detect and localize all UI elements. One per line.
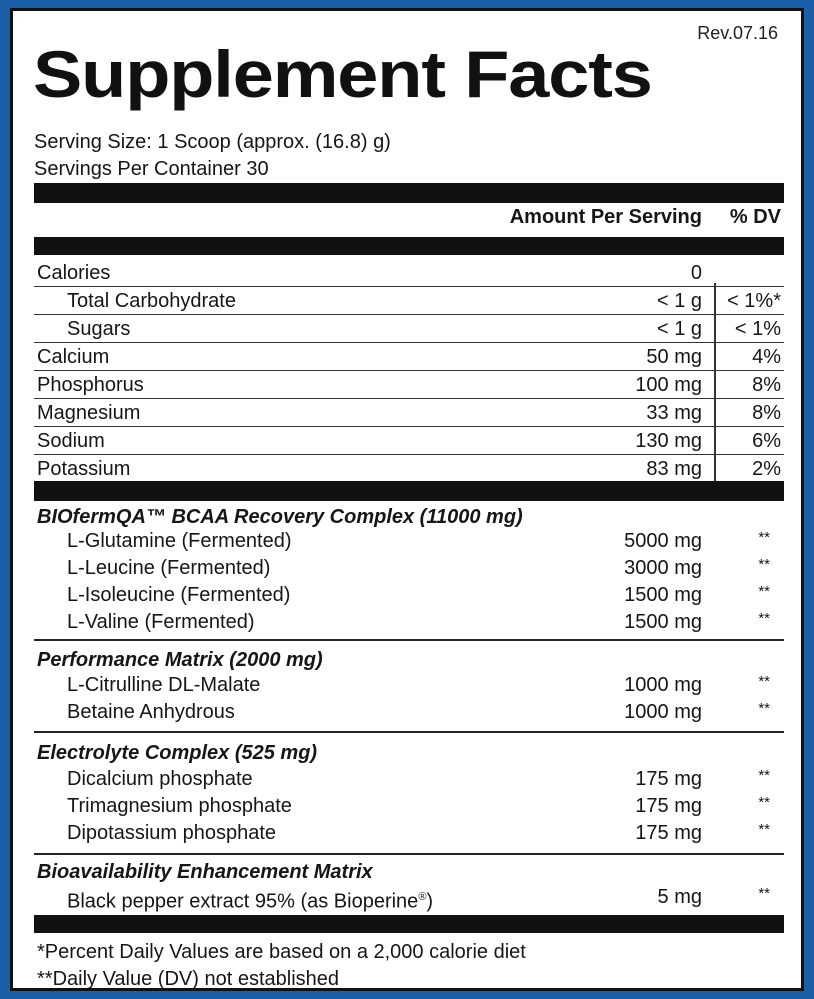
ingredient-row [34,820,784,847]
nutrient-amount: 33 mg [646,402,702,424]
ingredient-amount: 175 mg [635,795,702,817]
serving-size: Serving Size: 1 Scoop (approx. (16.8) g) [34,131,391,153]
footnote-dv-basis: *Percent Daily Values are based on a 2,000 calorie diet [37,941,526,963]
nutrient-amount: < 1 g [656,290,702,312]
ingredient-name: Dipotassium phosphate [67,822,277,844]
footnote-dv-not-established: **Daily Value (DV) not established [37,968,340,990]
thick-divider [34,237,784,255]
ingredient-dv: ** [758,885,770,902]
nutrient-amount: 50 mg [646,346,702,368]
ingredient-name: L-Isoleucine (Fermented) [67,584,291,606]
ingredient-amount: 5000 mg [624,530,702,552]
ingredient-amount: 1000 mg [624,701,702,723]
supplement-facts-panel [10,8,804,991]
ingredient-amount: 5 mg [657,886,702,908]
ingredient-name: L-Citrulline DL-Malate [67,674,261,696]
nutrient-dv: 8% [752,374,781,396]
nutrient-row [34,343,784,371]
nutrient-amount: 0 [690,262,702,284]
ingredient-name: Betaine Anhydrous [67,701,235,723]
ingredient-dv: ** [758,583,770,600]
ingredient-row [34,555,784,582]
ingredient-name: Trimagnesium phosphate [67,795,292,817]
ingredient-name: Dicalcium phosphate [67,768,253,790]
nutrient-dv: < 1%* [727,290,781,312]
nutrient-dv: < 1% [734,318,781,340]
ingredient-dv: ** [758,767,770,784]
ingredient-dv: ** [758,700,770,717]
nutrient-amount: 100 mg [635,374,702,396]
amount-per-serving-header: Amount Per Serving [509,206,702,228]
ingredient-row [34,609,784,636]
thick-divider [34,183,784,203]
nutrient-dv: 6% [752,430,781,452]
ingredient-row [34,582,784,609]
nutrient-amount: < 1 g [656,318,702,340]
thick-divider [34,915,784,933]
nutrient-name: Calcium [37,346,110,368]
ingredient-dv: ** [758,673,770,690]
ingredient-row [34,884,784,911]
thick-divider [34,481,784,501]
dv-header: % DV [729,206,781,228]
ingredient-dv: ** [758,529,770,546]
ingredient-dv: ** [758,794,770,811]
nutrient-row [34,315,784,343]
ingredient-dv: ** [758,821,770,838]
nutrient-row [34,371,784,399]
serving-info [34,129,391,183]
nutrient-name: Total Carbohydrate [67,290,236,312]
nutrient-dv: 8% [752,402,781,424]
ingredient-row [34,672,784,699]
ingredient-amount: 175 mg [635,768,702,790]
section-title: Performance Matrix (2000 mg) [37,649,323,671]
ingredient-name: L-Glutamine (Fermented) [67,530,292,552]
nutrient-name: Potassium [37,458,131,480]
ingredient-amount: 3000 mg [624,557,702,579]
nutrient-dv: 2% [752,458,781,480]
nutrient-name: Phosphorus [37,374,144,396]
nutrient-dv: 4% [752,346,781,368]
nutrient-row [34,427,784,455]
section-divider [34,853,784,855]
nutrient-row [34,455,784,483]
section-divider [34,639,784,641]
section-divider [34,731,784,733]
ingredient-amount: 1000 mg [624,674,702,696]
nutrient-name: Magnesium [37,402,141,424]
nutrient-name: Calories [37,262,111,284]
column-header [34,206,784,234]
nutrient-name: Sugars [67,318,131,340]
ingredient-name: L-Valine (Fermented) [67,611,255,633]
section-title: BIOfermQA™ BCAA Recovery Complex (11000 mg) [37,506,523,528]
ingredient-row [34,699,784,726]
ingredient-row [34,528,784,555]
nutrient-amount: 130 mg [635,430,702,452]
panel-title: Supplement Facts [33,37,652,111]
ingredient-amount: 175 mg [635,822,702,844]
ingredient-name: L-Leucine (Fermented) [67,557,271,579]
nutrient-row [34,287,784,315]
registered-mark: ® [418,891,427,903]
ingredient-name: Black pepper extract 95% (as Bioperine®) [67,890,434,913]
revision-code: Rev.07.16 [697,23,778,43]
section-title: Electrolyte Complex (525 mg) [37,742,318,764]
ingredient-amount: 1500 mg [624,611,702,633]
ingredient-row [34,766,784,793]
ingredient-row [34,793,784,820]
section-title: Bioavailability Enhancement Matrix [37,861,373,883]
nutrient-amount: 83 mg [646,458,702,480]
servings-per-container: Servings Per Container 30 [34,158,269,180]
nutrient-name: Sodium [37,430,105,452]
nutrient-row [34,399,784,427]
nutrient-row [34,259,784,287]
ingredient-dv: ** [758,610,770,627]
ingredient-amount: 1500 mg [624,584,702,606]
ingredient-dv: ** [758,556,770,573]
